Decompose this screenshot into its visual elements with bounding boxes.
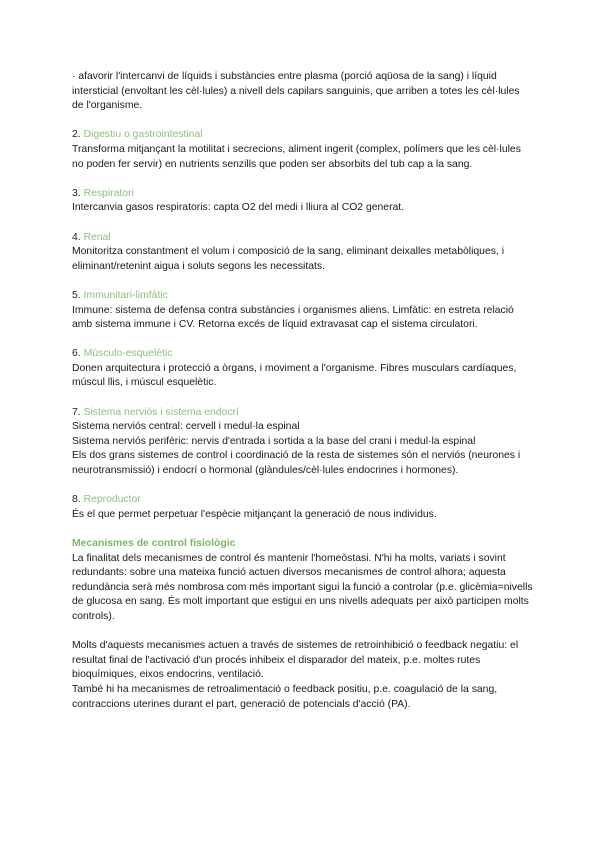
- document-content: [72, 70, 534, 712]
- intro-paragraph: · afavorir l'intercanvi de líquids i substàncies entre plasma (porció aqüosa de la sang) i líquid intersticial (envoltant les cèl·lules) a nivell dels capilars sanguinis, que arriben a totes les cèl·lules de l'organisme.: [72, 71, 520, 112]
- section-number: 7.: [72, 406, 81, 418]
- section-renal: [72, 231, 534, 275]
- section-body: Donen arquitectura i protecció a òrgans, i moviment a l'organisme. Fibres musculars cardíaques, múscul llis, i múscul esquelètic.: [72, 362, 517, 389]
- section-heading: [72, 128, 534, 143]
- feedback-negative-paragraph: Molts d'aquests mecanismes actuen a través de sistemes de retroinhibició o feedback negatiu: el resultat final de l'activació d'un procés inhibeix el disparador del mateix, p.e. moltes rutes bioquímiques, eixos endocrins, ventilació.: [72, 640, 519, 681]
- section-body: Sistema nerviós perifèric: nervis d'entrada i sortida a la base del crani i medul·la espinal: [72, 435, 476, 447]
- section-title: Digestiu o gastrointestinal: [83, 129, 203, 141]
- section-heading: [72, 493, 534, 508]
- section-immunitari: [72, 289, 534, 333]
- section-control: [72, 537, 534, 625]
- section-title: Reproductor: [83, 494, 141, 506]
- section-musculo: [72, 347, 534, 391]
- section-digestiu: [72, 128, 534, 172]
- section-body: Transforma mitjançant la motilitat i secrecions, aliment ingerit (complex, polímers que les cèl·lules no poden fer servir) en nutrients senzills que poden ser absorbits del tub cap a la sang.: [72, 143, 521, 170]
- section-title: Respiratori: [83, 187, 134, 199]
- section-number: 2.: [72, 129, 81, 141]
- section-body: Monitoritza constantment el volum i composició de la sang, eliminant deixalles metabòliques, i eliminant/retenint aigua i soluts segons les necessitats.: [72, 246, 505, 272]
- section-number: 4.: [72, 231, 81, 243]
- section-title: Músculo-esquelètic: [83, 348, 173, 360]
- section-body: Immune: sistema de defensa contra substàncies i organismes aliens. Limfàtic: en estreta relació amb sistema immune i CV. Retorna excés de líquid extravasat cap el sistema circulatori.: [72, 304, 514, 331]
- section-number: 8.: [72, 494, 81, 506]
- section-heading: [72, 289, 534, 304]
- section-heading: [72, 347, 534, 362]
- section-reproductor: [72, 493, 534, 522]
- control-heading: Mecanismes de control fisiològic: [72, 538, 236, 549]
- section-heading: [72, 187, 534, 202]
- section-number: 3.: [72, 187, 81, 199]
- section-title: Sistema nerviós i sistema endocrí: [83, 406, 239, 418]
- section-respiratori: [72, 187, 534, 216]
- section-heading: [72, 406, 534, 421]
- section-feedback: [72, 639, 534, 712]
- section-number: 5.: [72, 289, 81, 301]
- section-nervios: [72, 406, 534, 479]
- section-body: És el que permet perpetuar l'espècie mitjançant la generació de nous individus.: [72, 508, 437, 520]
- section-body: Els dos grans sistemes de control i coordinació de la resta de sistemes són el nerviós (neurones i neurotransmissió) i endocrí o hormonal (glàndules/cèl·lules endocrines i hormones).: [72, 450, 521, 477]
- section-body: Sistema nerviós central: cervell i medul·la espinal: [72, 421, 300, 433]
- section-title: Renal: [83, 231, 111, 243]
- control-paragraph: La finalitat dels mecanismes de control és mantenir l'homeòstasi. N'hi ha molts, variats i sovint redundants: sobre una mateixa funció actuen diversos mecanismes de control alhora; aquesta redundància serà més nombrosa com més important sigui la funció a controlar (p.e. glicèmia=nivells de glucosa en sang. És molt important que estigui en uns nivells adequats per això participen molts controls).: [72, 552, 533, 622]
- section-number: 6.: [72, 348, 81, 360]
- section-body: Intercanvia gasos respiratoris: capta O2 del medi i lliura al CO2 generat.: [72, 202, 405, 214]
- section-heading: [72, 231, 534, 246]
- section-title: Immunitari-limfàtic: [83, 289, 168, 301]
- feedback-positive-paragraph: També hi ha mecanismes de retroalimentació o feedback positiu, p.e. coagulació de la sang, contraccions uterines durant el part, generació de potencials d'acció (PA).: [72, 683, 498, 710]
